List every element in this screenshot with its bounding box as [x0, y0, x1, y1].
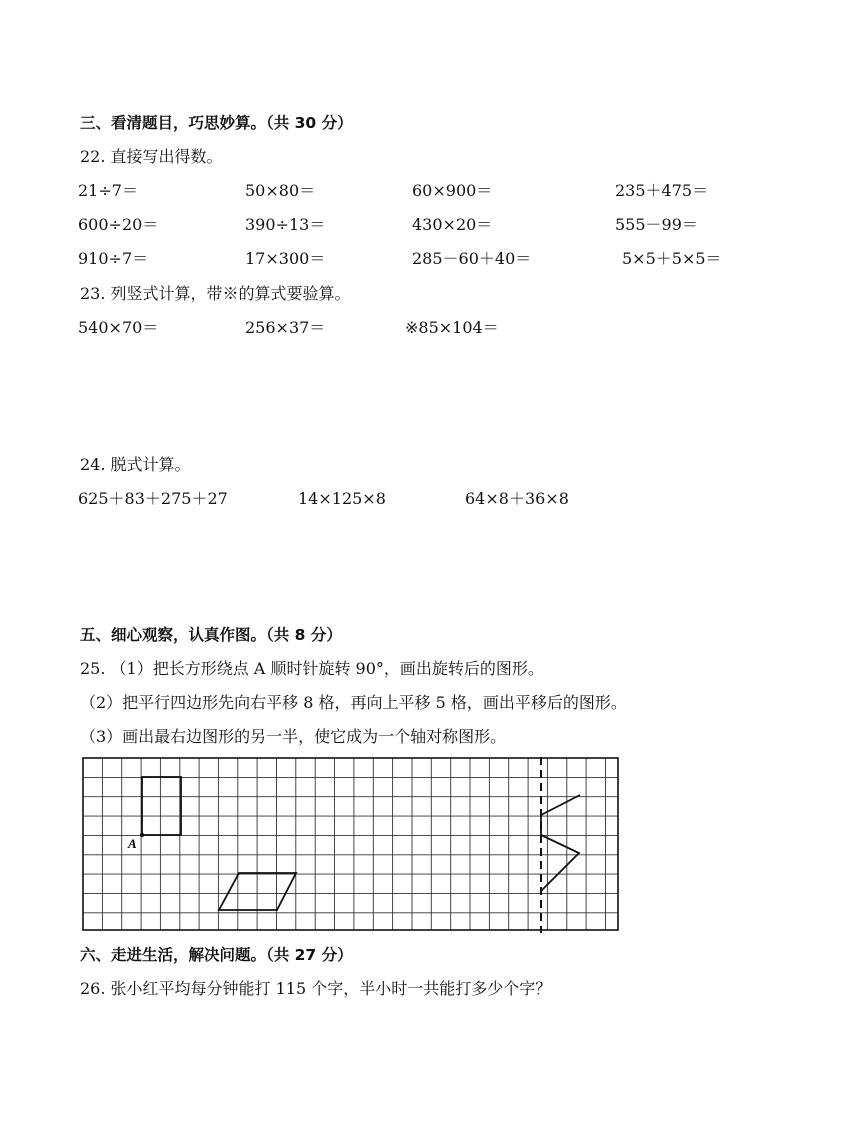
half-figure — [541, 795, 580, 891]
q25-line3: （3）画出最右边图形的另一半，使它成为一个轴对称图形。 — [80, 727, 507, 746]
section3-heading: 三、看清题目，巧思妙算。（共 30 分） — [80, 114, 353, 132]
q24-title: 24. 脱式计算。 — [80, 455, 191, 474]
point-a — [140, 833, 144, 837]
q25-line1: 25. （1）把长方形绕点 A 顺时针旋转 90°，画出旋转后的图形。 — [80, 659, 544, 678]
q22-item: 21÷7＝ — [78, 181, 138, 200]
q22-item: 555－99＝ — [615, 215, 698, 234]
q22-item: 60×900＝ — [412, 181, 493, 200]
q22-item: 390÷13＝ — [245, 215, 326, 234]
q22-title: 22. 直接写出得数。 — [80, 147, 223, 166]
q23-item: 256×37＝ — [245, 318, 326, 337]
q25-line2: （2）把平行四边形先向右平移 8 格，再向上平移 5 格，画出平移后的图形。 — [80, 693, 627, 712]
drawing-grid — [82, 757, 622, 933]
q22-item: 910÷7＝ — [78, 249, 149, 268]
q23-item: ※85×104＝ — [405, 318, 499, 337]
q22-item: 17×300＝ — [245, 249, 326, 268]
q24-item: 64×8＋36×8 — [465, 489, 569, 508]
q22-item: 430×20＝ — [412, 215, 493, 234]
q22-item: 235＋475＝ — [615, 181, 709, 200]
q22-item: 285－60＋40＝ — [412, 249, 532, 268]
grid-border — [83, 758, 618, 930]
q22-item: 5×5＋5×5＝ — [622, 249, 722, 268]
q23-title: 23. 列竖式计算，带※的算式要验算。 — [80, 284, 351, 303]
point-a-label: A — [128, 836, 137, 851]
q23-item: 540×70＝ — [78, 318, 159, 337]
section5-heading: 五、细心观察，认真作图。（共 8 分） — [80, 626, 342, 644]
q22-item: 600÷20＝ — [78, 215, 159, 234]
q22-item: 50×80＝ — [245, 181, 316, 200]
q24-item: 625＋83＋275＋27 — [78, 489, 228, 508]
q24-item: 14×125×8 — [298, 489, 386, 508]
grid-lines — [83, 758, 618, 930]
section6-heading: 六、走进生活，解决问题。（共 27 分） — [80, 946, 353, 964]
q26: 26. 张小红平均每分钟能打 115 个字，半小时一共能打多少个字？ — [80, 979, 552, 998]
rectangle-shape — [142, 777, 181, 835]
